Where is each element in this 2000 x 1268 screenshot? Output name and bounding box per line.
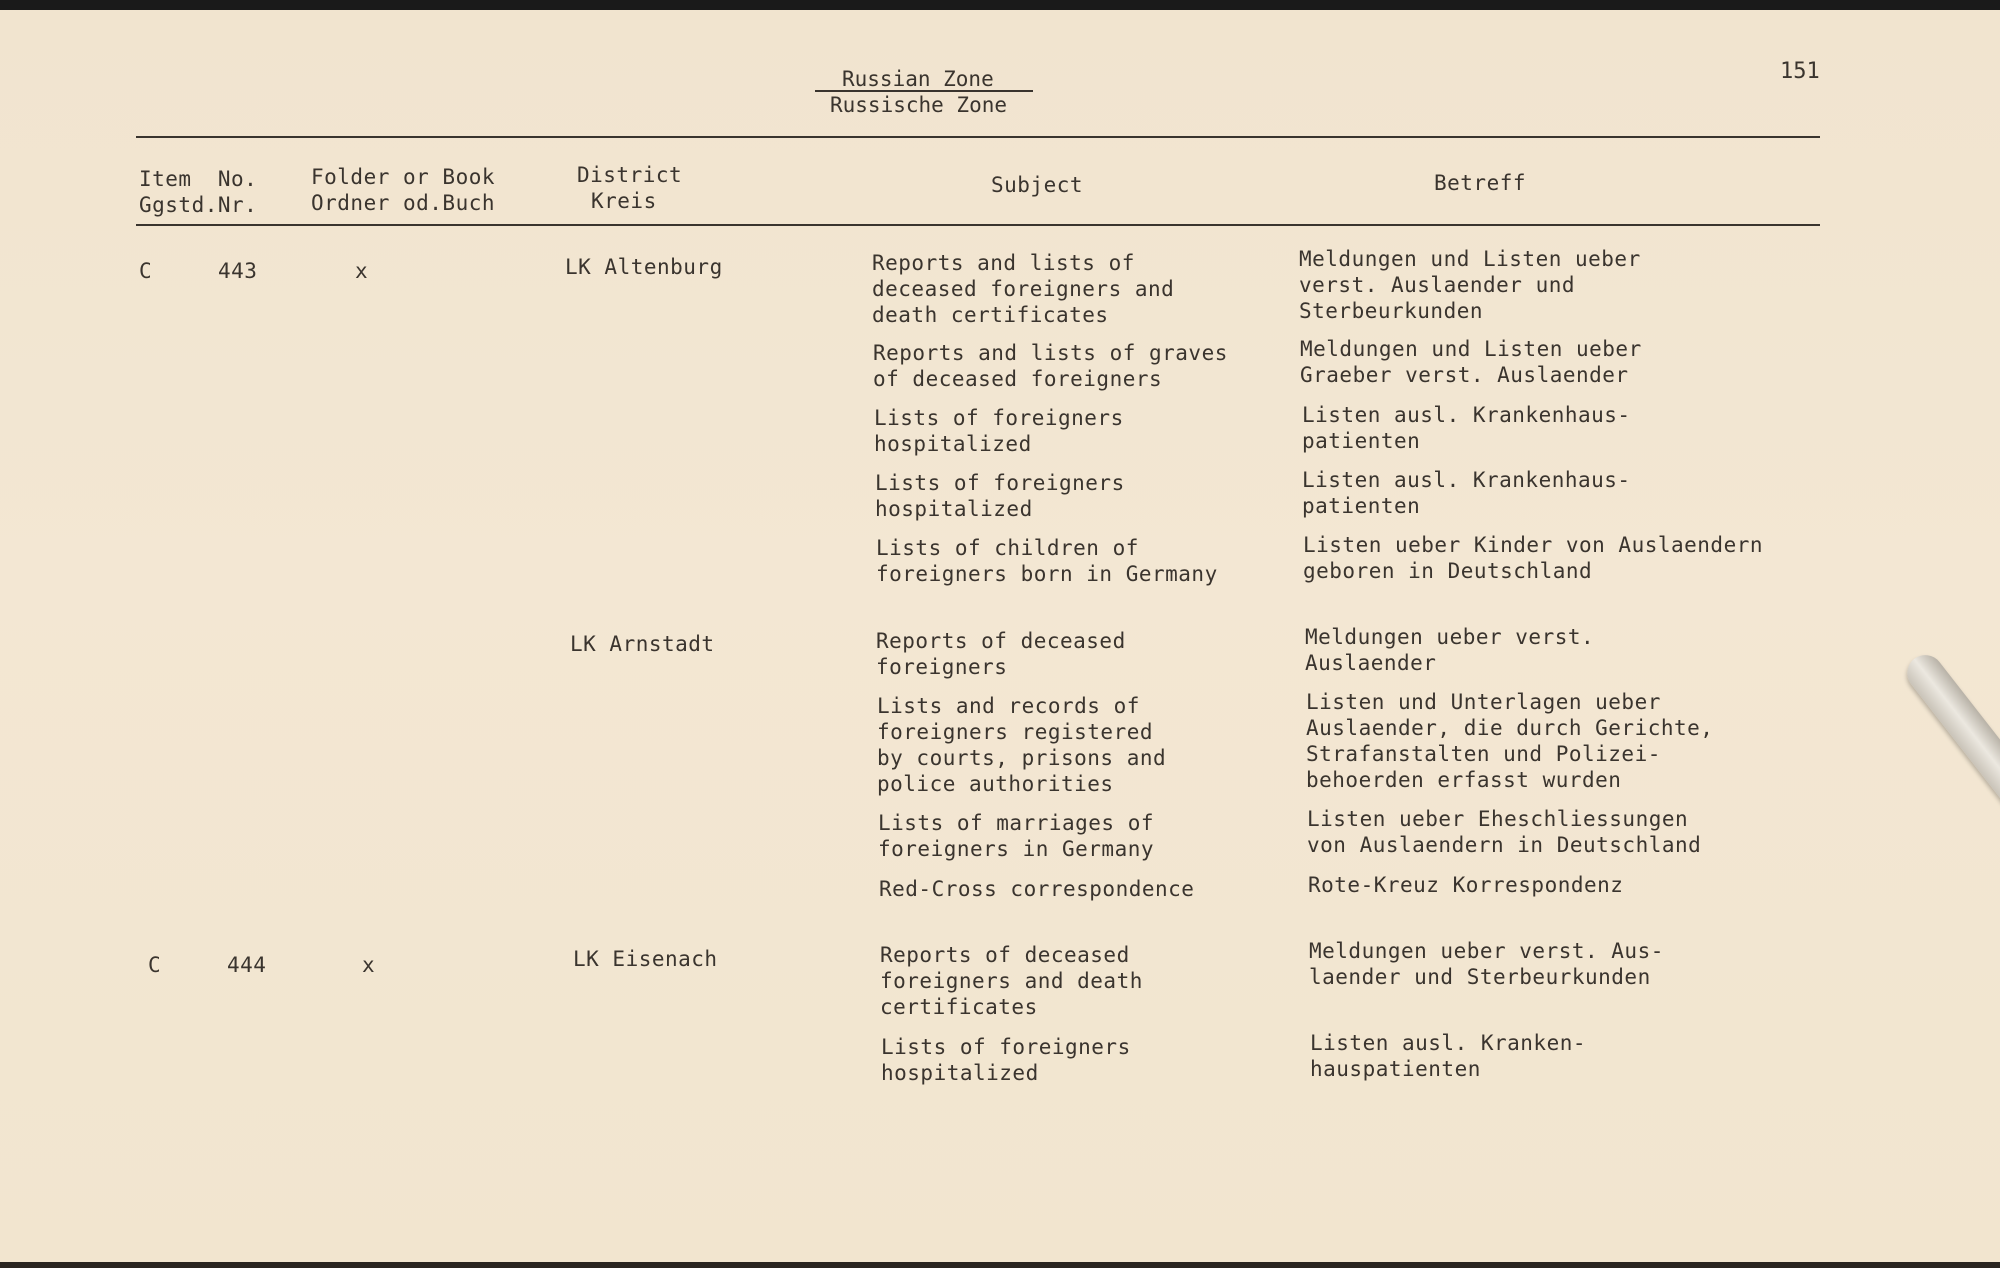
subject-en: Red-Cross correspondence <box>879 877 1195 901</box>
col-item-no: Item No. <box>139 167 258 191</box>
subject-en: Reports of deceased foreigners and death certificates <box>880 943 1143 1019</box>
page-bottom-edge <box>0 1262 2000 1268</box>
subject-en: Lists of foreigners hospitalized <box>874 406 1124 456</box>
col-subject: Subject <box>991 173 1084 197</box>
col-betreff: Betreff <box>1434 171 1527 195</box>
col-district-de: Kreis <box>591 189 657 213</box>
subject-en: Lists of foreigners hospitalized <box>881 1035 1131 1085</box>
subject-de: Meldungen ueber verst. Auslaender <box>1305 625 1595 675</box>
entry-district: LK Altenburg <box>565 255 723 279</box>
entry-number: 444 <box>227 953 267 977</box>
header-top-rule <box>136 136 1820 138</box>
entry-number: 443 <box>218 259 258 283</box>
subject-en: Lists of foreigners hospitalized <box>875 471 1125 521</box>
entry-district: LK Eisenach <box>573 947 718 971</box>
entry-item: C <box>139 259 153 283</box>
subject-de: Rote-Kreuz Korrespondenz <box>1308 873 1624 897</box>
entry-item: C <box>148 953 162 977</box>
subject-de: Listen und Unterlagen ueber Auslaender, die durch Gerichte, Strafanstalten und Polizei- behoerden erfasst wurden <box>1306 690 1714 792</box>
entry-folder: x <box>355 259 369 283</box>
subject-en: Reports and lists of graves of deceased foreigners <box>873 341 1228 391</box>
subject-de: Listen ausl. Krankenhaus- patienten <box>1302 403 1631 453</box>
document-page <box>0 10 2000 1268</box>
subject-de: Listen ueber Eheschliessungen von Auslaendern in Deutschland <box>1307 807 1702 857</box>
subject-en: Reports of deceased foreigners <box>876 629 1126 679</box>
entry-folder: x <box>362 953 376 977</box>
col-folder-de: Ordner od.Buch <box>311 191 496 215</box>
col-ggstd-nr: Ggstd.Nr. <box>139 193 258 217</box>
col-folder-en: Folder or Book <box>311 165 496 189</box>
subject-de: Listen ausl. Kranken- hauspatienten <box>1310 1031 1587 1081</box>
subject-de: Meldungen und Listen ueber verst. Auslaender und Sterbeurkunden <box>1299 247 1641 323</box>
page-clip <box>1900 648 2000 859</box>
subject-en: Lists and records of foreigners registered by courts, prisons and police authorities <box>877 694 1167 796</box>
header-bottom-rule <box>136 224 1820 226</box>
page-number: 151 <box>1780 59 1820 84</box>
subject-de: Listen ueber Kinder von Auslaendern geboren in Deutschland <box>1303 533 1764 583</box>
subject-de: Meldungen und Listen ueber Graeber verst. Auslaender <box>1300 337 1642 387</box>
entry-district: LK Arnstadt <box>570 632 715 656</box>
subject-en: Lists of children of foreigners born in Germany <box>876 536 1218 586</box>
subject-de: Meldungen ueber verst. Aus- laender und Sterbeurkunden <box>1309 939 1664 989</box>
subject-en: Lists of marriages of foreigners in Germany <box>878 811 1155 861</box>
zone-title-german: Russische Zone <box>830 93 1008 117</box>
zone-title-english: Russian Zone <box>842 67 994 91</box>
col-district-en: District <box>577 163 683 187</box>
subject-de: Listen ausl. Krankenhaus- patienten <box>1302 468 1631 518</box>
subject-en: Reports and lists of deceased foreigners and death certificates <box>872 251 1175 327</box>
